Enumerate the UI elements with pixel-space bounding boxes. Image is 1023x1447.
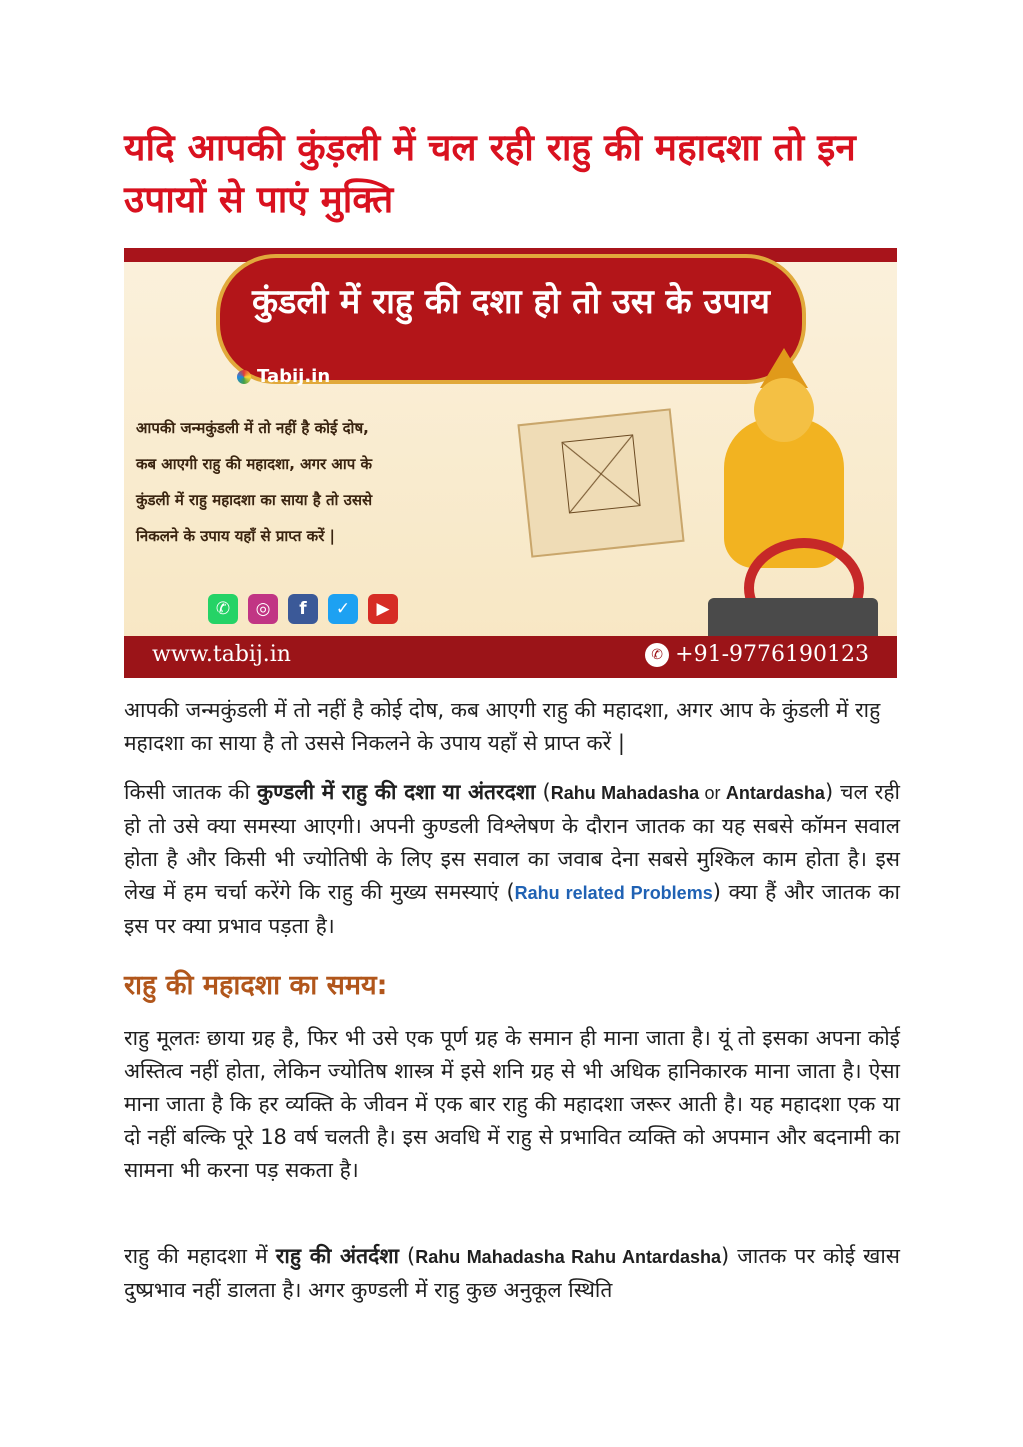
text: ) क्या हैं और जातक का इस पर क्या प्रभाव पड़ता है। <box>124 880 900 938</box>
banner-text-line: आपकी जन्मकुंडली में तो नहीं है कोई दोष, <box>136 419 369 437</box>
article-banner-image <box>124 248 897 678</box>
whatsapp-icon[interactable]: ✆ <box>208 594 238 624</box>
website-url: www.tabij.in <box>152 642 291 667</box>
banner-footer <box>124 636 897 678</box>
instagram-icon[interactable]: ◎ <box>248 594 278 624</box>
text: राहु की महादशा में <box>124 1244 276 1268</box>
text: ( <box>535 780 551 804</box>
paragraph-1 <box>124 776 900 943</box>
paragraph-2: राहु मूलतः छाया ग्रह है, फिर भी उसे एक पूर्ण ग्रह के समान ही माना जाता है। यूं तो इसका अपना कोई अस्तित्व नहीं होता, लेकिन ज्योतिष शास्त्र में इसे शनि ग्रह से भी अधिक हानिकारक माना जाता है। ऐसा माना जाता है कि हर व्यक्ति के जीवन में एक बार राहु की महादशा जरूर आती है। यह महादशा एक या दो नहीं बल्कि पूरे 18 वर्ष चलती है। इस अवधि में राहु से प्रभावित व्यक्ति को अपमान और बदनामी का सामना भी करना पड़ सकता है। <box>124 1026 900 1182</box>
brand-name: Tabij.in <box>257 366 331 387</box>
text: or <box>699 783 726 803</box>
rahu-problems-link[interactable]: Rahu related Problems <box>514 883 713 903</box>
banner-text-line: कुंडली में राहु महादशा का साया है तो उससे <box>136 491 373 509</box>
text: ( <box>398 1244 416 1268</box>
text: किसी जातक की <box>124 780 258 804</box>
banner-heading: कुंडली में राहु की दशा हो तो उस के उपाय <box>252 282 770 322</box>
brand-logo-icon <box>237 370 251 384</box>
page-title: यदि आपकी कुंड़ली में चल रही राहु की महादशा तो इन उपायों से पाएं मुक्ति <box>124 126 856 221</box>
social-icons <box>208 594 398 624</box>
horoscope-chart-icon <box>561 434 640 513</box>
facebook-icon[interactable]: f <box>288 594 318 624</box>
deity-head <box>754 378 814 442</box>
latin-term: Rahu Mahadasha <box>550 783 700 803</box>
text: ) जातक पर कोई खास दुष्प्रभाव नहीं डालता है। अगर कुण्डली में राहु कुछ अनुकूल स्थिति <box>124 1244 900 1302</box>
latin-term: Rahu Mahadasha Rahu Antardasha <box>415 1247 721 1267</box>
latin-term: Antardasha <box>725 783 825 803</box>
intro-paragraph: आपकी जन्मकुंडली में तो नहीं है कोई दोष, कब आएगी राहु की महादशा, अगर आप के कुंडली में राहु महादशा का साया है तो उससे निकलने के उपाय यहाँ से प्राप्त करें | <box>124 698 881 755</box>
banner-text-block <box>136 410 496 554</box>
phone-number <box>645 642 869 667</box>
phone-icon: ✆ <box>645 643 669 667</box>
bold-phrase: राहु की अंतर्दशा <box>275 1244 399 1268</box>
brand-logo <box>237 366 330 387</box>
twitter-icon[interactable]: ✓ <box>328 594 358 624</box>
youtube-icon[interactable]: ▶ <box>368 594 398 624</box>
phone-text: +91-9776190123 <box>675 642 869 667</box>
banner-text-line: निकलने के उपाय यहाँ से प्राप्त करें | <box>136 527 336 545</box>
banner-text-line: कब आएगी राहु की महादशा, अगर आप के <box>136 455 372 473</box>
bold-phrase: कुण्डली में राहु की दशा या अंतरदशा <box>257 780 536 804</box>
text: ) चल रही हो तो उसे क्या समस्या आएगी। अपनी कुण्डली विश्लेषण के दौरान जातक का यह सबसे कॉमन सवाल होता है और किसी भी ज्योतिषी के लिए इस सवाल का जवाब देना सबसे मुश्किल काम होता है। इस लेख में हम चर्चा करेंगे कि राहु की मुख्य समस्याएं ( <box>124 780 900 904</box>
section-heading: राहु की महादशा का समय: <box>124 970 388 1001</box>
horoscope-scroll-illustration <box>517 408 684 557</box>
paragraph-3 <box>124 1240 900 1307</box>
rahu-deity-illustration <box>684 348 884 648</box>
